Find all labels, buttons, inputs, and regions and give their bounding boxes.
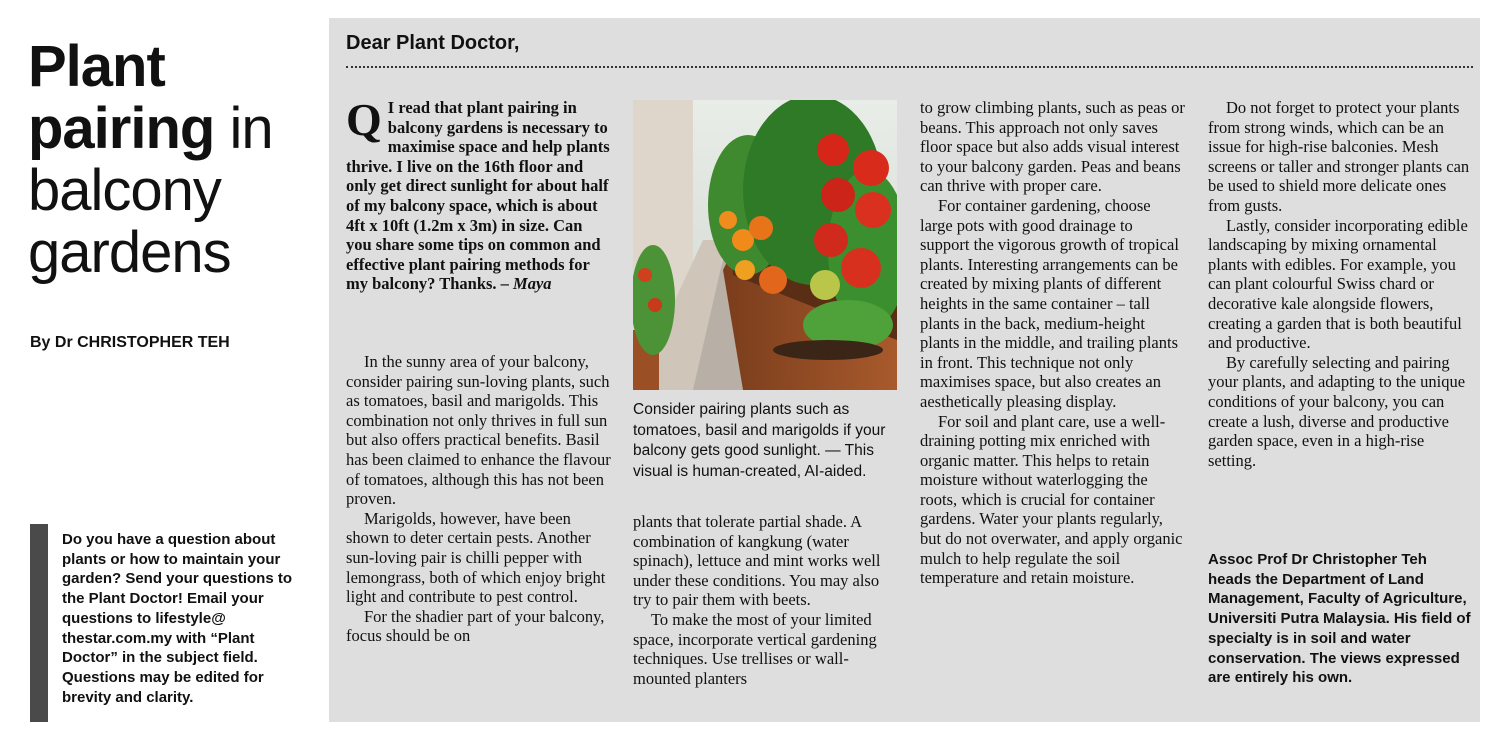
balcony-planter-illustration: [633, 100, 897, 390]
answer-column-1: [346, 352, 612, 646]
answer-paragraph: By carefully selecting and pairing your plants, and adapting to the unique conditions of your balcony, you can create a lush, diverse and productive garden space, even in a high-rise setting.: [1208, 352, 1466, 470]
question-asker: Maya: [513, 274, 552, 294]
headline-light-word: in: [214, 96, 273, 161]
headline-line-1: Plant: [28, 34, 165, 99]
byline: By Dr CHRISTOPHER TEH: [30, 334, 230, 351]
answer-paragraph: plants that tolerate partial shade. A combination of kangkung (water spinach), lettuce and mint works well under these conditions. You may also try to pair them with beets.: [633, 512, 881, 610]
answer-column-4: [1208, 98, 1472, 470]
column-title: Dear Plant Doctor,: [346, 32, 520, 54]
answer-paragraph: For the shadier part of your balcony, focus should be on: [346, 606, 605, 646]
reader-question: [346, 94, 612, 294]
dotted-divider: [346, 66, 1473, 68]
answer-paragraph: Lastly, consider incorporating edible landscaping by mixing ornamental plants with edibles. For example, you can plant colourful Swiss chard or decorative kale alongside flowers, creating a garden that is both beautiful and productive.: [1208, 215, 1468, 353]
answer-paragraph: For soil and plant care, use a well-draining potting mix enriched with organic matter. This helps to retain moisture without waterlogging the roots, which is crucial for container gardens. Water your plants regularly, but do not overwater, and apply organic mulch to help regulate the soil temperature and retain moisture.: [920, 411, 1183, 588]
answer-paragraph: In the sunny area of your balcony, consider pairing sun-loving plants, such as tomatoes, basil and marigolds. This combination not only thrives in full sun but also offers practical benefits. Basil has been claimed to enhance the flavour of tomatoes, although this has not been proven.: [346, 352, 611, 509]
answer-paragraph: For container gardening, choose large pots with good drainage to support the vigorous growth of tropical plants. Interesting arrangements can be created by mixing plants of different heights in the same container – tall plants in the back, medium-height plants in the middle, and trailing plants in front. This technique not only maximises space, but also creates an aesthetically pleasing display.: [920, 195, 1179, 411]
submission-box: [30, 524, 320, 722]
question-dropcap: Q: [346, 94, 382, 145]
headline-bold-word: pairing: [28, 96, 215, 161]
question-text: I read that plant pairing in balcony gardens is necessary to maximise space and help plants thrive. I live on the 16th floor and only get direct sunlight for about half of my balcony space, which is about 4ft x 10ft (1.2m x 3m) in size. Can you share some tips on common and effective plant pairing methods for my balcony? Thanks. –: [346, 98, 610, 294]
author-bio: Assoc Prof Dr Christopher Teh heads the Department of Land Management, Faculty of Agriculture, Universiti Putra Malaysia. His field of specialty is in soil and water conservation. The views expressed are entirely his own.: [1208, 551, 1471, 687]
answer-paragraph: to grow climbing plants, such as peas or beans. This approach not only saves floor space but also adds visual interest to your balcony garden. Peas and beans can thrive with proper care.: [920, 98, 1185, 196]
headline-line-2: [28, 98, 318, 160]
answer-paragraph: To make the most of your limited space, incorporate vertical gardening techniques. Use trellises or wall-mounted planters: [633, 609, 877, 688]
tomato-basil-marigold-photo: [633, 100, 897, 390]
submission-box-bar: [30, 524, 48, 722]
headline-line-3: balcony: [28, 158, 221, 223]
submission-box-text: Do you have a question about plants or how to maintain your garden? Send your questions to the Plant Doctor! Email your questions to lifestyle@ thestar.com.my with “Plant Doctor” in the subject field. Questions may be edited for brevity and clarity.: [62, 531, 293, 706]
answer-column-2: [633, 512, 899, 688]
photo-caption: Consider pairing plants such as tomatoes, basil and marigolds if your balcony gets good sunlight. — This visual is human-created, AI-aided.: [633, 401, 886, 480]
answer-paragraph: Do not forget to protect your plants from strong winds, which can be an issue for high-rise balconies. Mesh screens or taller and stronger plants can be used to shield more delicate ones from gusts.: [1208, 98, 1470, 215]
headline-line-4: gardens: [28, 220, 231, 285]
answer-paragraph: Marigolds, however, have been shown to deter certain pests. Another sun-loving pair is chilli pepper with lemongrass, both of which enjoy bright light and contribute to pest control.: [346, 508, 606, 607]
headline: [28, 36, 318, 284]
answer-column-3: [920, 98, 1186, 588]
column-panel: [329, 18, 1480, 722]
